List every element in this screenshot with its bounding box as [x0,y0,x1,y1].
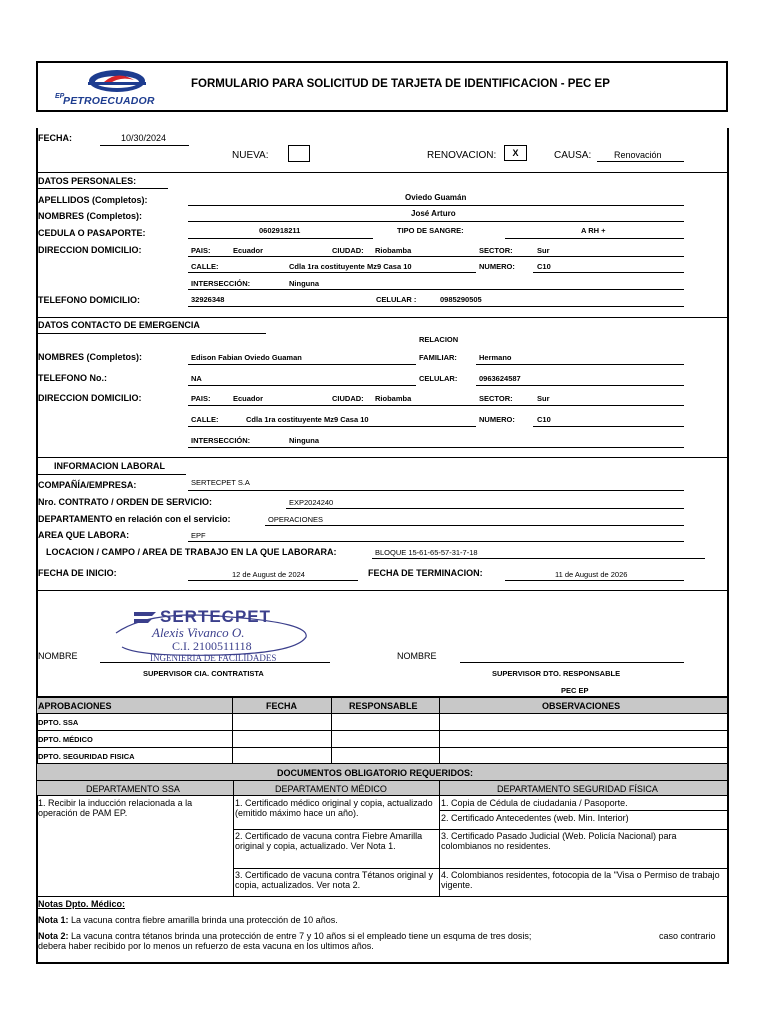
familiar-label: FAMILIAR: [419,353,457,362]
nota2-label: Nota 2: [38,931,69,941]
sangre-label: TIPO DE SANGRE: [397,226,464,235]
terminacion-value: 11 de August de 2026 [555,570,628,579]
emergency-pais-underline [188,405,684,406]
documents-seguridad-h3 [439,868,728,869]
stamp-ci: C.I. 2100511118 [172,639,252,653]
emergency-nombres-value: Edison Fabian Oviedo Guaman [191,353,302,362]
nombre-left-label: NOMBRE [38,651,78,661]
personal-section-title: DATOS PERSONALES: [38,176,137,186]
direccion-label: DIRECCION DOMICILIO: [38,245,142,255]
area-underline [188,541,684,542]
nueva-checkbox[interactable] [288,145,310,162]
emergency-celular-value: 0963624587 [479,374,521,383]
renovacion-checkbox[interactable]: X [504,145,527,161]
notes-title: Notas Dpto. Médico: [38,899,125,909]
divider-4 [36,590,728,591]
nombres-value: José Arturo [411,209,456,218]
departamento-label [38,514,231,524]
emergency-telefono-underline [188,385,416,386]
nota1-label: Nota 1: [38,915,69,925]
approvals-v1 [232,697,233,763]
nota2-end: caso contrario [659,931,716,941]
familiar-value: Hermano [479,353,512,362]
stamp-name: Alexis Vivanco O. [152,625,245,640]
apellidos-underline [188,205,684,206]
documents-v1 [233,780,234,896]
sector-value: Sur [537,246,550,255]
emergency-numero-label: NUMERO: [479,415,515,424]
interseccion-label: INTERSECCIÓN: [191,279,251,288]
documents-v2 [439,780,440,896]
documents-medico-3: 3. Certificado de vacuna contra Tétanos original y copia, actualizados. Ver nota 2. [235,870,433,890]
empresa-value: SERTECPET S.A [191,478,250,487]
terminacion-label: FECHA DE TERMINACION: [368,568,483,578]
logo-text: PETROECUADOR [63,95,155,107]
nombres-underline [188,221,684,222]
documents-seguridad-4: 4. Colombianos residentes, fotocopia de la "Visa o Permiso de trabajo vigente. [441,870,720,890]
documents-col-ssa: DEPARTAMENTO SSA [86,784,180,794]
emergency-calle-value: Cdla 1ra costituyente Mz9 Casa 10 [246,415,369,424]
interseccion-value: Ninguna [289,279,319,288]
empresa-underline [188,490,684,491]
causa-value: Renovación [614,150,662,160]
calle-label: CALLE: [191,262,219,271]
emergency-numero-underline [533,426,684,427]
nota1-text: La vacuna contra fiebre amarilla brinda una protección de 10 años. [71,915,338,925]
emergency-interseccion-value: Ninguna [289,436,319,445]
emergency-celular-label: CELULAR: [419,374,458,383]
cedula-value: 0602918211 [259,226,301,235]
personal-section-underline [36,188,168,189]
nombre-right-underline [460,662,684,663]
relacion-label: RELACION [419,335,459,344]
numero-value: C10 [537,262,551,271]
approvals-header-3: RESPONSABLE [349,701,418,711]
emergency-nombres-underline [188,364,416,365]
locacion-label: LOCACION / CAMPO / AREA DE TRABAJO EN LA QUE LABORARA: [46,547,337,557]
documents-seguridad-3: 3. Certificado Pasado Judicial (Web. Policía Nacional) para colombianos no residentes. [441,831,677,851]
cedula-label: CEDULA O PASAPORTE: [38,228,146,238]
calle-underline [188,272,476,273]
documents-seguridad-1: 1. Copia de Cédula de ciudadania / Pasoporte. [441,798,628,808]
pais-label: PAIS: [191,246,211,255]
nueva-label: NUEVA: [232,150,269,161]
stamp-company: SERTECPET [160,607,272,626]
approvals-v3 [439,697,440,763]
approvals-h2 [36,730,728,731]
company-stamp [110,603,320,663]
documents-medico-h1 [233,829,439,830]
pais-value: Ecuador [233,246,264,255]
telefono-underline [188,306,684,307]
emergency-telefono-label: TELEFONO No.: [38,373,107,383]
terminacion-underline [505,580,684,581]
documents-col-medico: DEPARTAMENTO MÉDICO [275,784,387,794]
documents-medico-2: 2. Certificado de vacuna contra Fiebre Amarilla original y copia, actualizado. Ver Nota 1. [235,831,423,851]
approval-row-seguridad: DPTO. SEGURIDAD FISICA [38,752,135,761]
divider-1 [36,172,728,173]
contrato-label: Nro. CONTRATO / ORDEN DE SERVICIO: [38,497,213,507]
approvals-h3 [36,747,728,748]
departamento-value: OPERACIONES [268,515,324,524]
frame-right [727,128,729,963]
signature-scribble-icon [110,603,320,663]
causa-underline [597,161,684,162]
approvals-header-2: FECHA [266,701,297,711]
documents-seguridad-h1 [439,810,728,811]
ciudad-value: Riobamba [375,246,412,255]
empresa-label: COMPAÑÍA/EMPRESA: [38,480,137,490]
nombre-right-label: NOMBRE [397,651,437,661]
nombres-label: NOMBRES (Completos): [38,211,142,221]
fecha-value: 10/30/2024 [121,133,167,143]
emergency-numero-value: C10 [537,415,551,424]
fecha-underline [100,145,189,146]
work-section-title: INFORMACION LABORAL [54,461,165,471]
emergency-sector-value: Sur [537,394,550,403]
locacion-value: BLOQUE 15-61-65-57-31-7-18 [375,548,478,557]
celular-value: 0985290505 [440,295,482,304]
emergency-sector-label: SECTOR: [479,394,513,403]
ciudad-label: CIUDAD: [332,246,364,255]
approvals-h1 [36,713,728,714]
numero-underline [533,272,684,273]
emergency-pais-label: PAIS: [191,394,211,403]
right-caption-2: PEC EP [561,686,589,695]
approval-row-medico: DPTO. MÉDICO [38,735,93,744]
nota2-text: La vacuna contra tétanos brinda una protección de entre 7 y 10 años si el empleado tiene un esquma de tres dosis; [71,931,532,941]
sector-label: SECTOR: [479,246,513,255]
emergency-celular-underline [476,385,684,386]
documents-medico-1: 1. Certificado médico original y copia, actualizado (emitido máximo hace un año). [235,798,433,818]
emergency-direccion-label: DIRECCION DOMICILIO: [38,393,142,403]
petroecuador-logo [54,66,179,110]
nota2 [38,931,531,941]
documents-bottom [36,896,728,897]
area-label: AREA QUE LABORA: [38,530,130,540]
documents-h2 [36,795,728,796]
approval-row-ssa: DPTO. SSA [38,718,79,727]
documents-seguridad-h2 [439,829,728,830]
sangre-value: A RH + [581,226,606,235]
interseccion-underline [188,289,684,290]
divider-3 [36,457,728,458]
inicio-underline [188,580,358,581]
work-section-underline [36,474,186,475]
sangre-underline [505,238,684,239]
fecha-label: FECHA: [38,133,72,143]
logo-prefix: EP [55,93,65,100]
emergency-pais-value: Ecuador [233,394,264,403]
emergency-interseccion-underline [188,447,684,448]
approvals-header-1: APROBACIONES [38,701,112,711]
documents-seguridad-2: 2. Certificado Antecedentes (web. Min. Interior) [441,813,629,823]
renovacion-label: RENOVACION: [427,150,497,161]
emergency-telefono-value: NA [191,374,202,383]
emergency-calle-label: CALLE: [191,415,219,424]
emergency-calle-underline [188,426,476,427]
emergency-ciudad-value: Riobamba [375,394,412,403]
area-value: EPF [191,531,206,540]
left-caption: SUPERVISOR CIA. CONTRATISTA [143,669,264,678]
departamento-label-text: DEPARTAMENTO en relación con el servicio: [38,514,231,524]
emergency-section-title: DATOS CONTACTO DE EMERGENCIA [38,320,200,330]
departamento-underline [265,525,684,526]
stamp-dept: INGENIERIA DE FACILIDADES [150,653,277,663]
calle-value: Cdla 1ra costituyente Mz9 Casa 10 [289,262,412,271]
inicio-value: 12 de August de 2024 [232,570,305,579]
causa-label: CAUSA: [554,150,592,161]
frame-bottom [36,962,729,964]
documents-title: DOCUMENTOS OBLIGATORIO REQUERIDOS: [277,768,474,778]
celular-label: CELULAR : [376,295,417,304]
documents-medico-h2 [233,868,439,869]
documents-ssa-item: 1. Recibir la inducción relacionada a la operación de PAM EP. [38,798,193,818]
cedula-underline [188,238,373,239]
emergency-nombres-label: NOMBRES (Completos): [38,352,142,362]
approvals-v2 [331,697,332,763]
numero-label: NUMERO: [479,262,515,271]
approvals-header-4: OBSERVACIONES [542,701,621,711]
apellidos-label: APELLIDOS (Completos): [38,195,148,205]
telefono-value: 32926348 [191,295,225,304]
divider-2 [36,317,728,318]
form-title: FORMULARIO PARA SOLICITUD DE TARJETA DE IDENTIFICACION - PEC EP [191,78,610,90]
locacion-underline [372,558,705,559]
telefono-label: TELEFONO DOMICILIO: [38,295,140,305]
emergency-section-underline [36,333,266,334]
inicio-label: FECHA DE INICIO: [38,568,117,578]
right-caption: SUPERVISOR DTO. RESPONSABLE [492,669,621,678]
contrato-value: EXP2024240 [289,498,334,507]
nota2-line2: debera haber recibido por lo menos un refuerzo de esta vacuna en los ultimos años. [38,941,374,951]
emergency-interseccion-label: INTERSECCIÓN: [191,436,251,445]
documents-col-seguridad: DEPARTAMENTO SEGURIDAD FÍSICA [497,784,658,794]
apellidos-value: Oviedo Guamán [405,193,467,202]
nota1 [38,915,338,925]
contrato-underline [286,508,684,509]
familiar-underline [476,364,684,365]
pais-underline [188,256,684,257]
emergency-ciudad-label: CIUDAD: [332,394,364,403]
